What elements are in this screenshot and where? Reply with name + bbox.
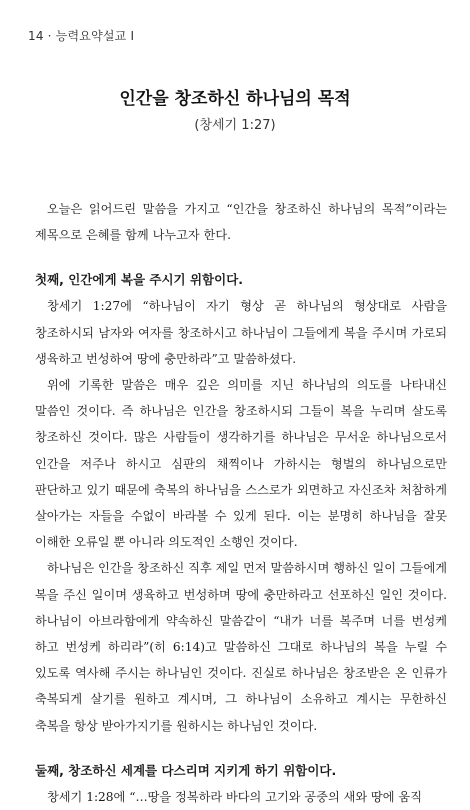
intro-paragraph: 오늘은 읽어드린 말씀을 가지고 “인간을 창조하신 하나님의 목적”이라는 제목으로 은혜를 함께 나누고자 한다. — [35, 202, 447, 243]
section-1-heading: 첫째, 인간에게 복을 주시기 위함이다. — [35, 272, 244, 288]
section-1-paragraph-3: 하나님은 인간을 창조하신 직후 제일 먼저 말씀하시며 행하신 일이 그들에게 복을 주신 일이며 생육하고 번성하며 땅에 충만하라고 선포하신 일인 것이다. 하나님이 아브라함에게 약속하신 말씀같이 “내가 너를 복주며 너를 번성케 하고 번성케 하리라”(히 6:14)고 말씀하신 그대로 하나님의 복을 누릴 수 있도록 역사해 주시는 하나님인 것이다. 진실로 하나님은 창조받은 온 인류가 축복되게 살기를 원하고 계시며, 그 하나님이 소유하고 계시는 무한하신 축복을 항상 받아가지기를 원하시는 하나님인 것이다. — [35, 561, 447, 733]
sermon-title: 인간을 창조하신 하나님의 목적 — [119, 89, 351, 109]
section-2-paragraph-1: 창세기 1:28에 “…땅을 정복하라 바다의 고기와 공중의 새와 땅에 움직 — [47, 789, 422, 804]
section-1-paragraph-2: 위에 기록한 말씀은 매우 깊은 의미를 지닌 하나님의 의도를 나타내신 말씀인 것이다. 즉 하나님은 인간을 창조하시되 그들이 복을 누리며 살도록 창조하신 것이다. 많은 사람들이 생각하기를 하나님은 무서운 하나님으로서 인간을 저주나 하시고 심판의 채찍이나 가하시는 형벌의 하나님으로만 판단하고 있기 때문에 축복의 하나님을 스스로가 외면하고 자신조차 처참하게 살아가는 자들을 수없이 바라볼 수 있게 된다. 이는 분명히 하나님을 잘못 이해한 오류일 뿐 아니라 의도적인 소행인 것이다. — [35, 378, 447, 550]
section-1-paragraph-1: 창세기 1:27에 “하나님이 자기 형상 곧 하나님의 형상대로 사람을 창조하시되 남자와 여자를 창조하시고 하나님이 그들에게 복을 주시며 가로되 생육하고 번성하여 땅에 충만하라”고 말씀하셨다. — [35, 299, 447, 366]
section-2-heading: 둘째, 창조하신 세계를 다스리며 지키게 하기 위함이다. — [35, 762, 337, 778]
scripture-reference: (창세기 1:27) — [194, 118, 276, 133]
sermon-body — [35, 196, 447, 810]
running-header: 14 · 능력요약설교 Ⅰ — [28, 29, 135, 43]
